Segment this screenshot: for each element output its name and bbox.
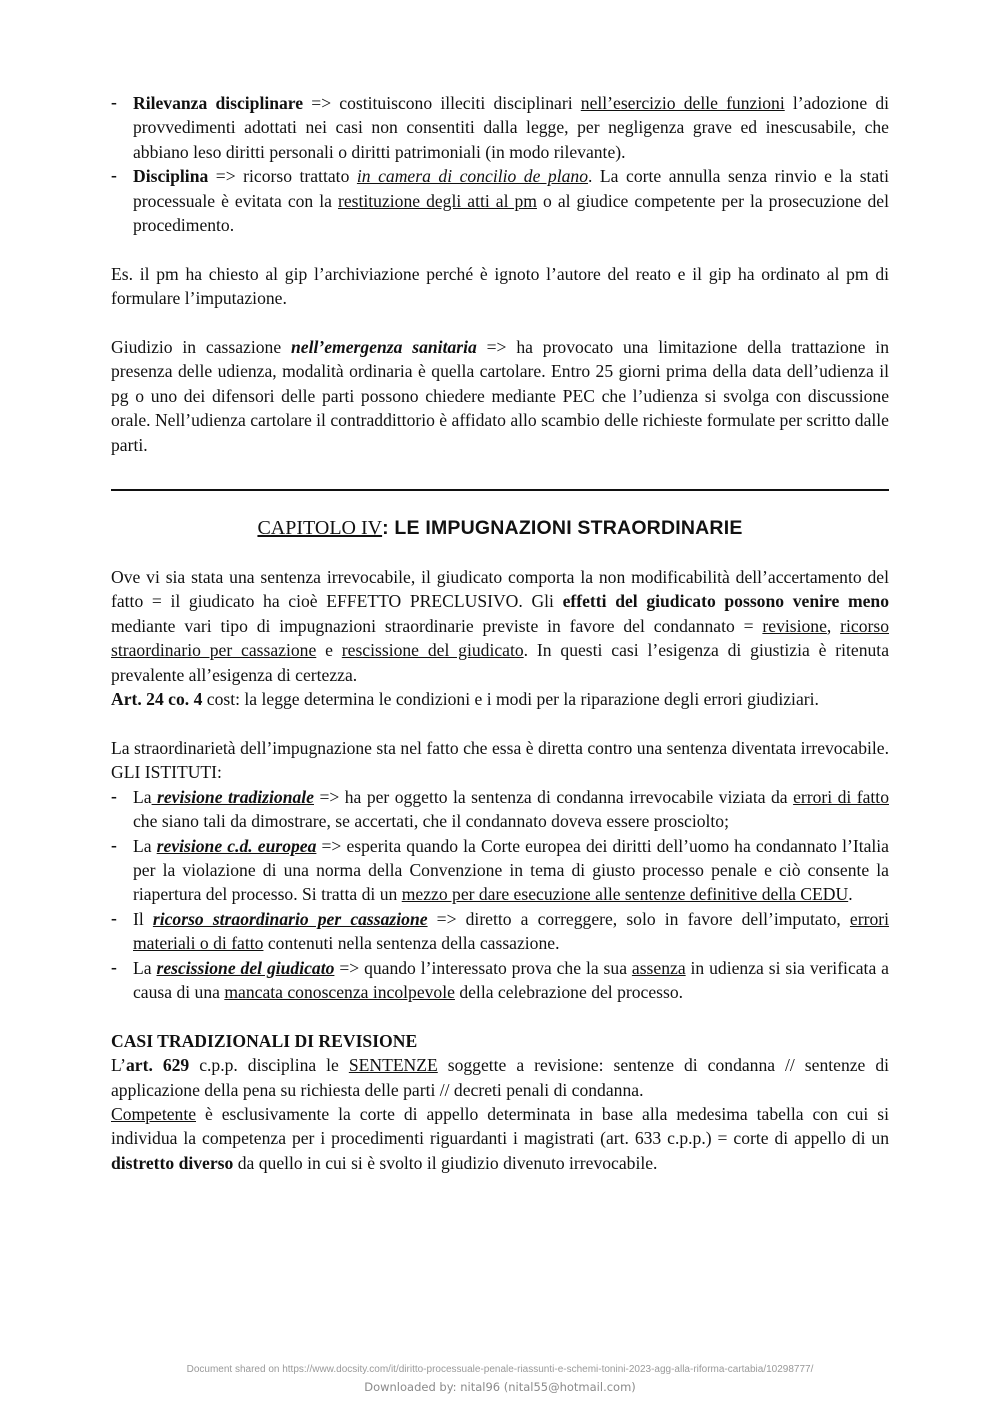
paragraph-art24: Art. 24 co. 4 cost: la legge determina le condizioni e i modi per la riparazione degli errori giudiziari. [111, 689, 819, 710]
section-heading: CASI TRADIZIONALI DI REVISIONE [111, 1030, 418, 1051]
list-item: - La revisione c.d. europea => esperita quando la Corte europea dei diritti dell’uomo ha condannato l’Italia per la violazione di una norma della Convenzione in tema di giusto processo penale e ciò consente la riapertura del processo. Si tratta di un mezzo per dare esecuzione alle sentenze definitive della CEDU. [111, 834, 889, 907]
list-istituti [111, 785, 889, 1005]
horizontal-rule [111, 489, 889, 491]
list-item: - Il ricorso straordinario per cassazione => diretto a correggere, solo in favore dell’imputato, errori materiali o di fatto contenuti nella sentenza della cassazione. [111, 907, 889, 956]
document-body [111, 91, 889, 1175]
list-item: - Rilevanza disciplinare => costituiscono illeciti disciplinari nell’esercizio delle funzioni l’adozione di provvedimenti adottati nei casi non consentiti dalla legge, per negligenza grave ed inescusabile, che abbiano leso diritti personali o diritti patrimoniali (in modo rilevante). [111, 91, 889, 164]
list-discipline [111, 91, 889, 237]
paragraph-art629: L’art. 629 c.p.p. disciplina le SENTENZE soggette a revisione: sentenze di condanna // sentenze di applicazione della pena su richiesta delle parti // decreti penali di condanna. [111, 1055, 890, 1100]
footer-downloaded-by: Downloaded by: nital96 (nital55@hotmail.com) [364, 1380, 636, 1394]
paragraph-straordinarieta: La straordinarietà dell’impugnazione sta nel fatto che essa è diretta contro una sentenza diventata irrevocabile. GLI ISTITUTI: [111, 737, 889, 783]
paragraph-competente: Competente è esclusivamente la corte di appello determinata in base alla medesima tabella con cui si individua la competenza per i procedimenti riguardanti i magistrati (art. 633 c.p.p.) = corte di appello di un distretto diverso da quello in cui si è svolto il giudizio divenuto irrevocabile. [111, 1103, 889, 1173]
paragraph-giudicato: Ove vi sia stata una sentenza irrevocabile, il giudicato comporta la non modificabilità dell’accertamento del fatto = il giudicato ha cioè EFFETTO PRECLUSIVO. Gli effetti del giudicato possono venire meno mediante vari tipo di impugnazioni straordinarie previste in favore del condannato = revisione, ricorso straordinario per cassazione e rescissione del giudicato. In questi casi l’esigenza di giustizia è ritenuta prevalente all’esigenza di certezza. [111, 567, 890, 685]
footer-shared-link[interactable]: Document shared on https://www.docsity.com/it/diritto-processuale-penale-riassunti-e-schemi-tonini-2023-agg-alla-riforma-cartabia/10298777/ [186, 1364, 814, 1375]
paragraph-emergenza: Giudizio in cassazione nell’emergenza sanitaria => ha provocato una limitazione della trattazione in presenza delle udienza, modalità ordinaria è quella cartolare. Entro 25 giorni prima della data dell’udienza il pg o uno dei difensori delle parti possono chiedere mediante PEC che l’udienza si svolga con discussione orale. Nell’udienza cartolare il contraddittorio è affidato allo scambio delle richieste formulate per scritto dalle parti. [111, 337, 889, 455]
chapter-title: CAPITOLO IV: LE IMPUGNAZIONI STRAORDINARIE [257, 517, 743, 540]
list-item: - Disciplina => ricorso trattato in camera di concilio de plano. La corte annulla senza rinvio e la stati processuale è evitata con la restituzione degli atti al pm o al giudice competente per la prosecuzione del procedimento. [111, 164, 889, 237]
list-item: - La rescissione del giudicato => quando l’interessato prova che la sua assenza in udienza si sia verificata a causa di una mancata conoscenza incolpevole della celebrazione del processo. [111, 956, 889, 1005]
paragraph-example: Es. il pm ha chiesto al gip l’archiviazione perché è ignoto l’autore del reato e il gip ha ordinato al pm di formulare l’imputazione. [111, 263, 889, 309]
list-item: - La revisione tradizionale => ha per oggetto la sentenza di condanna irrevocabile viziata da errori di fatto che siano tali da dimostrare, se accertati, che il condannato doveva essere prosciolto; [111, 785, 889, 834]
